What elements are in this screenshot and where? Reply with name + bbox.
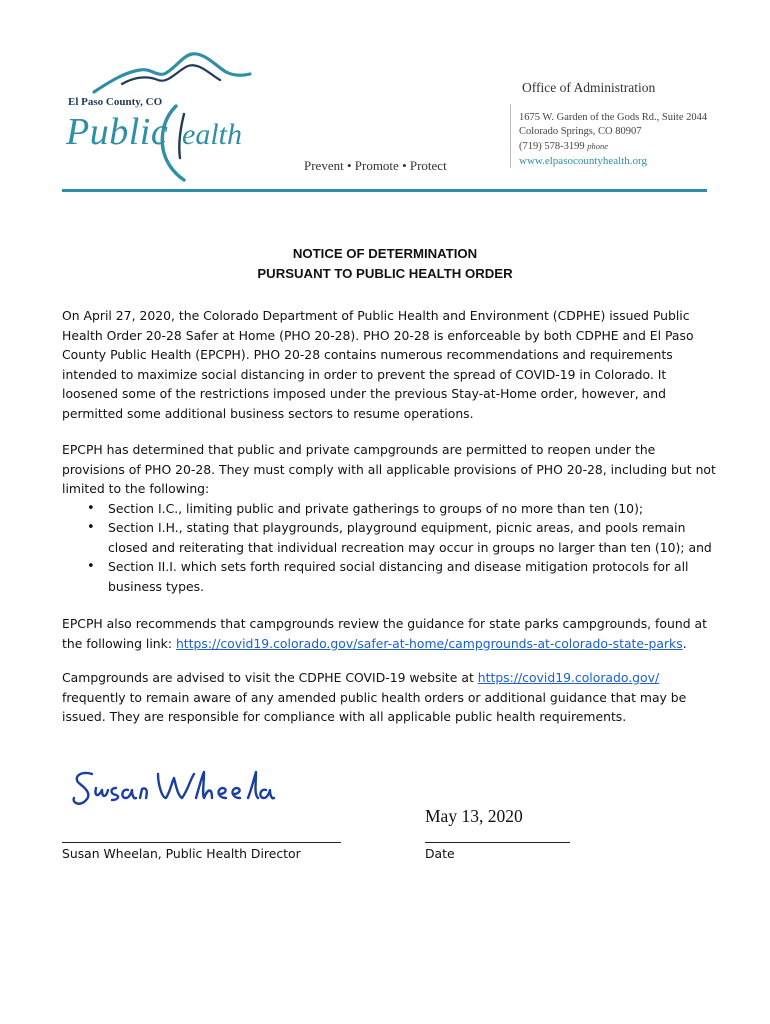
signature-line <box>62 842 341 843</box>
handwritten-signature <box>70 764 280 814</box>
paragraph-3-text: EPCPH also recommends that campgrounds review the guidance for state parks campgrounds, found at the following link: <box>62 616 707 651</box>
requirements-list <box>62 499 722 597</box>
paragraph-2-text: EPCPH has determined that public and private campgrounds are permitted to reopen under the provisions of PHO 20-28. They must comply with all applicable provisions of PHO 20-28, including but not limited to the following: <box>62 442 716 496</box>
cdphe-website-link[interactable]: https://covid19.colorado.gov/ <box>477 670 660 685</box>
address-line-1: 1675 W. Garden of the Gods Rd., Suite 2044 <box>519 112 708 123</box>
date-line <box>425 842 570 843</box>
paragraph-4 <box>62 668 722 727</box>
paragraph-4-end: frequently to remain aware of any amended public health orders or additional guidance that may be issued. They are responsible for compliance with all applicable public health requirements. <box>62 689 687 724</box>
paragraph-4-text: Campgrounds are advised to visit the CDPHE COVID-19 website at <box>62 670 478 685</box>
signer-label: Susan Wheelan, Public Health Director <box>62 846 301 861</box>
address-divider <box>510 104 511 168</box>
list-item: • Section I.H., stating that playgrounds, playground equipment, picnic areas, and pools remain closed and reiterating that individual recreation may occur in groups no larger than ten (10); and <box>108 518 722 557</box>
phone-number: (719) 578-3199 <box>519 141 585 152</box>
phone-line <box>519 139 707 154</box>
paragraph-1 <box>62 306 722 423</box>
date-label: Date <box>425 846 455 861</box>
address-line-2: Colorado Springs, CO 80907 <box>519 126 642 137</box>
campgrounds-guidance-link[interactable]: https://covid19.colorado.gov/safer-at-home/campgrounds-at-colorado-state-parks <box>175 635 683 651</box>
mountain-logo-icon <box>92 50 252 100</box>
paragraph-3-end: . <box>682 635 687 651</box>
phone-tag: phone <box>587 141 609 151</box>
logo-public-word: Public <box>66 111 169 153</box>
header-rule <box>62 189 707 192</box>
doc-title-line-2: PURSUANT TO PUBLIC HEALTH ORDER <box>257 266 513 281</box>
website-link[interactable]: www.elpasocountyhealth.org <box>519 155 647 167</box>
tagline: Prevent • Promote • Protect <box>304 158 447 173</box>
logo-health-word: ealth <box>182 118 242 151</box>
county-name: El Paso County, CO <box>68 96 163 108</box>
paragraph-3 <box>62 614 722 653</box>
paragraph-2-block <box>62 440 722 596</box>
list-item: • Section II.I. which sets forth required social distancing and disease mitigation protocols for all business types. <box>108 557 722 596</box>
date-value: May 13, 2020 <box>425 806 523 826</box>
doc-title-line-1: NOTICE OF DETERMINATION <box>292 246 478 261</box>
paragraph-1-text: On April 27, 2020, the Colorado Department of Public Health and Environment (CDPHE) issued Public Health Order 20-28 Safer at Home (PHO 20-28). PHO 20-28 is enforceable by both CDPHE and El Paso County Public Health (EPCPH). PHO 20-28 contains numerous recommendations and requirements intended to maximize social distancing in order to prevent the spread of COVID-19 in Colorado. It loosened some of the restrictions imposed under the previous Stay-at-Home order, however, and permitted some additional business sectors to resume operations. <box>62 308 694 421</box>
office-title: Office of Administration <box>522 80 656 95</box>
paragraph-4-body <box>62 668 722 727</box>
list-item: • Section I.C., limiting public and private gatherings to groups of no more than ten (10); <box>108 499 722 519</box>
address-block <box>519 111 707 168</box>
paragraph-3-body <box>62 614 722 653</box>
